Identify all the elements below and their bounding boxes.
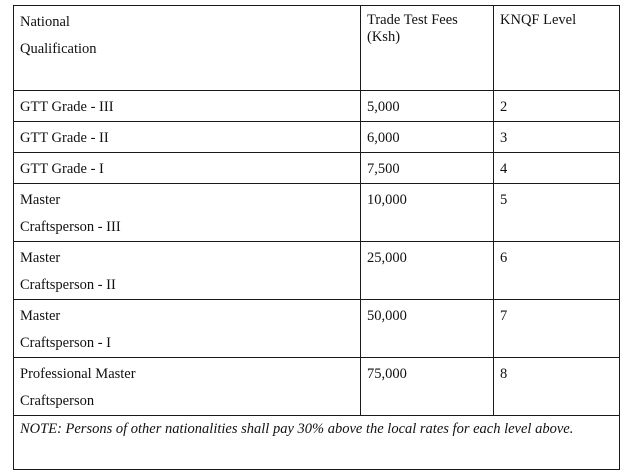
trade-test-fees-table bbox=[13, 5, 620, 470]
qualification-text: GTT Grade - I bbox=[20, 161, 104, 177]
qualification-cell bbox=[14, 153, 361, 184]
table-row bbox=[14, 184, 620, 242]
table-row bbox=[14, 122, 620, 153]
qualification-text: GTT Grade - III bbox=[20, 99, 114, 115]
fee-cell: 75,000 bbox=[361, 358, 494, 416]
fee-cell: 5,000 bbox=[361, 91, 494, 122]
table-row bbox=[14, 358, 620, 416]
level-cell: 2 bbox=[494, 91, 620, 122]
header-national-qualification bbox=[14, 6, 361, 91]
qualification-cell bbox=[14, 358, 361, 416]
fee-cell: 50,000 bbox=[361, 300, 494, 358]
qualification-text: Master Craftsperson - III bbox=[20, 192, 121, 235]
level-cell: 6 bbox=[494, 242, 620, 300]
table-row bbox=[14, 242, 620, 300]
fee-cell: 25,000 bbox=[361, 242, 494, 300]
level-cell: 5 bbox=[494, 184, 620, 242]
qualification-text: Master Craftsperson - II bbox=[20, 250, 116, 293]
qualification-text: GTT Grade - II bbox=[20, 130, 109, 146]
note-row bbox=[14, 416, 620, 470]
qualification-cell bbox=[14, 184, 361, 242]
header-row bbox=[14, 6, 620, 91]
qualification-text: Master Craftsperson - I bbox=[20, 308, 112, 351]
qualification-text: Professional Master Craftsperson bbox=[20, 366, 136, 409]
table-row bbox=[14, 300, 620, 358]
level-cell: 8 bbox=[494, 358, 620, 416]
table-row bbox=[14, 91, 620, 122]
level-cell: 3 bbox=[494, 122, 620, 153]
table-row bbox=[14, 153, 620, 184]
qualification-cell bbox=[14, 242, 361, 300]
level-cell: 7 bbox=[494, 300, 620, 358]
qualification-cell bbox=[14, 91, 361, 122]
header-trade-test-fees: Trade Test Fees (Ksh) bbox=[361, 6, 494, 91]
qualification-cell bbox=[14, 122, 361, 153]
header-national-qualification-text: National Qualification bbox=[20, 14, 97, 57]
qualification-cell bbox=[14, 300, 361, 358]
header-knqf-level: KNQF Level bbox=[494, 6, 620, 91]
foreign-nationals-note: NOTE: Persons of other nationalities shall pay 30% above the local rates for each level above. bbox=[14, 416, 620, 470]
fee-cell: 10,000 bbox=[361, 184, 494, 242]
fee-cell: 6,000 bbox=[361, 122, 494, 153]
fee-cell: 7,500 bbox=[361, 153, 494, 184]
level-cell: 4 bbox=[494, 153, 620, 184]
